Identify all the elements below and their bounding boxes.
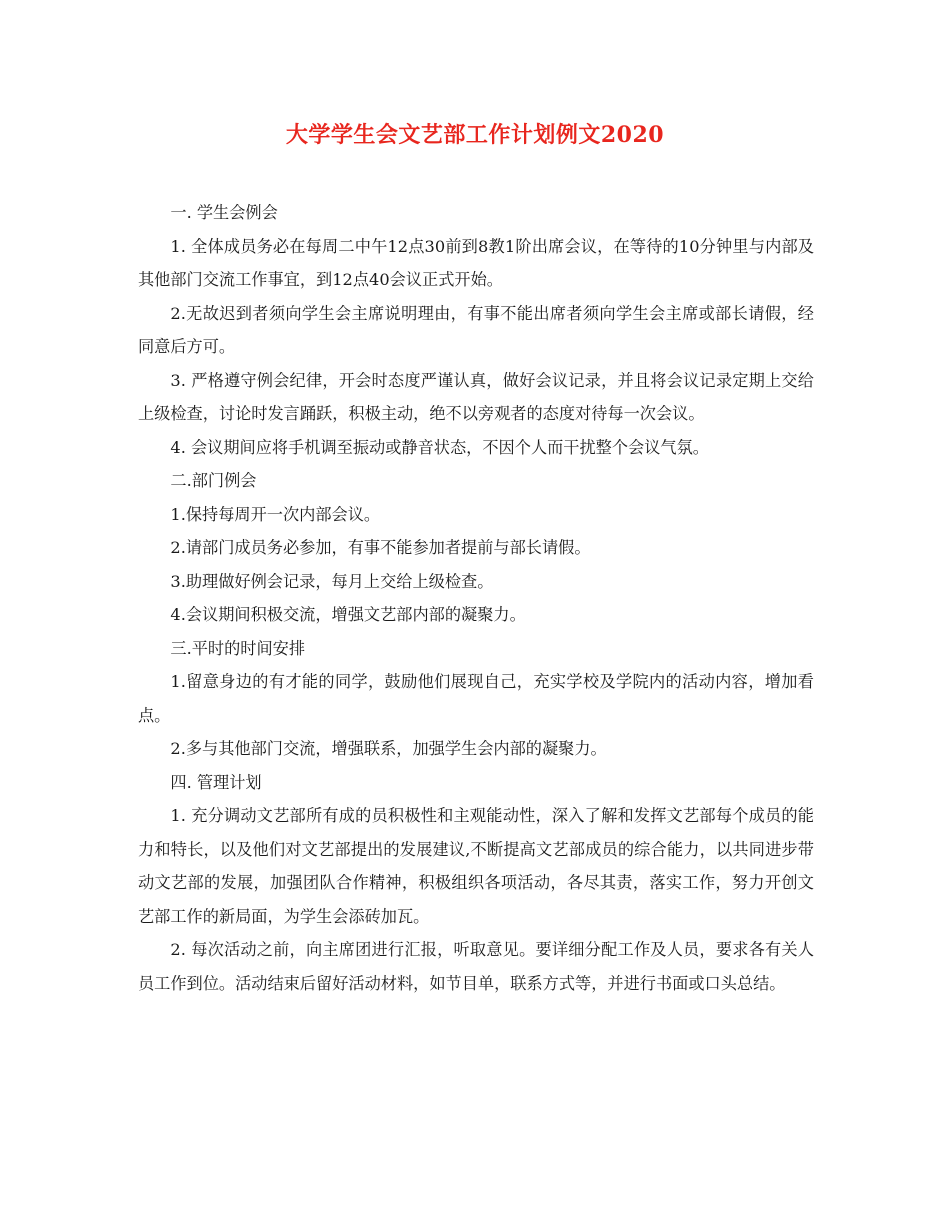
- document-body: [138, 196, 814, 1000]
- paragraph: 1.留意身边的有才能的同学，鼓励他们展现自己，充实学校及学院内的活动内容，增加看点。: [138, 672, 814, 725]
- paragraph: 2.请部门成员务必参加，有事不能参加者提前与部长请假。: [170, 538, 591, 557]
- section-heading: 一. 学生会例会: [170, 203, 278, 222]
- paragraph: 1. 全体成员务必在每周二中午12点30前到8教1阶出席会议，在等待的10分钟里与内部及其他部门交流工作事宜，到12点40会议正式开始。: [138, 236, 814, 289]
- document-title: 大学学生会文艺部工作计划例文2020: [285, 122, 665, 148]
- paragraph: 1.保持每周开一次内部会议。: [170, 504, 381, 524]
- paragraph: 3.助理做好例会记录，每月上交给上级检查。: [170, 571, 494, 591]
- paragraph: 3. 严格遵守例会纪律，开会时态度严谨认真，做好会议记录，并且将会议记录定期上交给上级检查，讨论时发言踊跃，积极主动，绝不以旁观者的态度对待每一次会议。: [138, 370, 814, 423]
- paragraph: 2. 每次活动之前，向主席团进行汇报，听取意见。要详细分配工作及人员，要求各有关人员工作到位。活动结束后留好活动材料，如节目单，联系方式等，并进行书面或口头总结。: [138, 940, 814, 993]
- paragraph: 4.会议期间积极交流，增强文艺部内部的凝聚力。: [170, 605, 526, 624]
- section-heading: 三.平时的时间安排: [170, 638, 306, 658]
- paragraph: 1. 充分调动文艺部所有成的员积极性和主观能动性，深入了解和发挥文艺部每个成员的能力和特长，以及他们对文艺部提出的发展建议,不断提高文艺部成员的综合能力，以共同进步带动文艺部的发展，加强团队合作精神，积极组织各项活动，各尽其责，落实工作，努力开创文艺部工作的新局面，为学生会添砖加瓦。: [138, 806, 814, 926]
- paragraph: 2.多与其他部门交流，增强联系，加强学生会内部的凝聚力。: [170, 739, 607, 758]
- paragraph: 2.无故迟到者须向学生会主席说明理由，有事不能出席者须向学生会主席或部长请假，经同意后方可。: [138, 303, 814, 356]
- section-heading: 二.部门例会: [170, 471, 257, 490]
- section-heading: 四. 管理计划: [170, 772, 262, 792]
- paragraph: 4. 会议期间应将手机调至振动或静音状态，不因个人而干扰整个会议气氛。: [170, 437, 709, 457]
